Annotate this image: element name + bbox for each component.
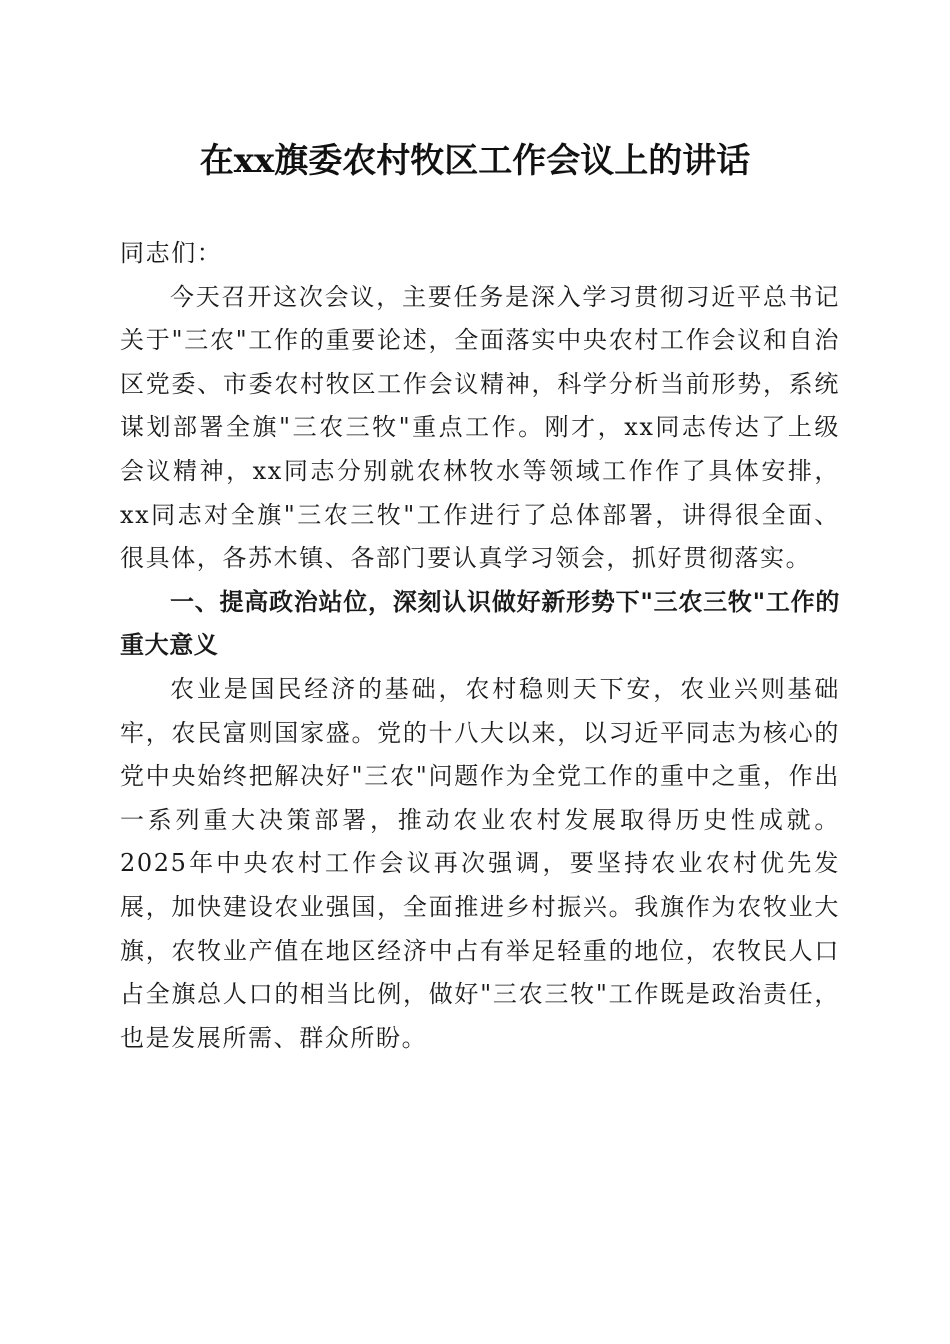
opening-paragraph: 今天召开这次会议，主要任务是深入学习贯彻习近平总书记关于"三农"工作的重要论述，全面落实中央农村工作会议和自治区党委、市委农村牧区工作会议精神，科学分析当前形势，系统谋划部署全旗"三农三牧"重点工作。刚才，xx同志传达了上级会议精神，xx同志分别就农林牧水等领域工作作了具体安排，xx同志对全旗"三农三牧"工作进行了总体部署，讲得很全面、很具体，各苏木镇、各部门要认真学习领会，抓好贯彻落实。 [120,282,840,573]
salutation: 同志们： [120,239,223,267]
section-paragraph-1: 农业是国民经济的基础，农村稳则天下安，农业兴则基础牢，农民富则国家盛。党的十八大以来，以习近平同志为核心的党中央始终把解决好"三农"问题作为全党工作的重中之重，作出一系列重大决策部署，推动农业农村发展取得历史性成就。2025年中央农村工作会议再次强调，要坚持农业农村优先发展，加快建设农业强国，全面推进乡村振兴。我旗作为农牧业大旗，农牧业产值在地区经济中占有举足轻重的地位，农牧民人口占全旗总人口的相当比例，做好"三农三牧"工作既是政治责任，也是发展所需、群众所盼。 [120,674,840,1052]
document-body [120,232,840,1060]
document-title: 在xx旗委农村牧区工作会议上的讲话 [199,141,751,181]
section-heading-1: 一、提高政治站位，深刻认识做好新形势下"三农三牧"工作的重大意义 [120,587,840,660]
